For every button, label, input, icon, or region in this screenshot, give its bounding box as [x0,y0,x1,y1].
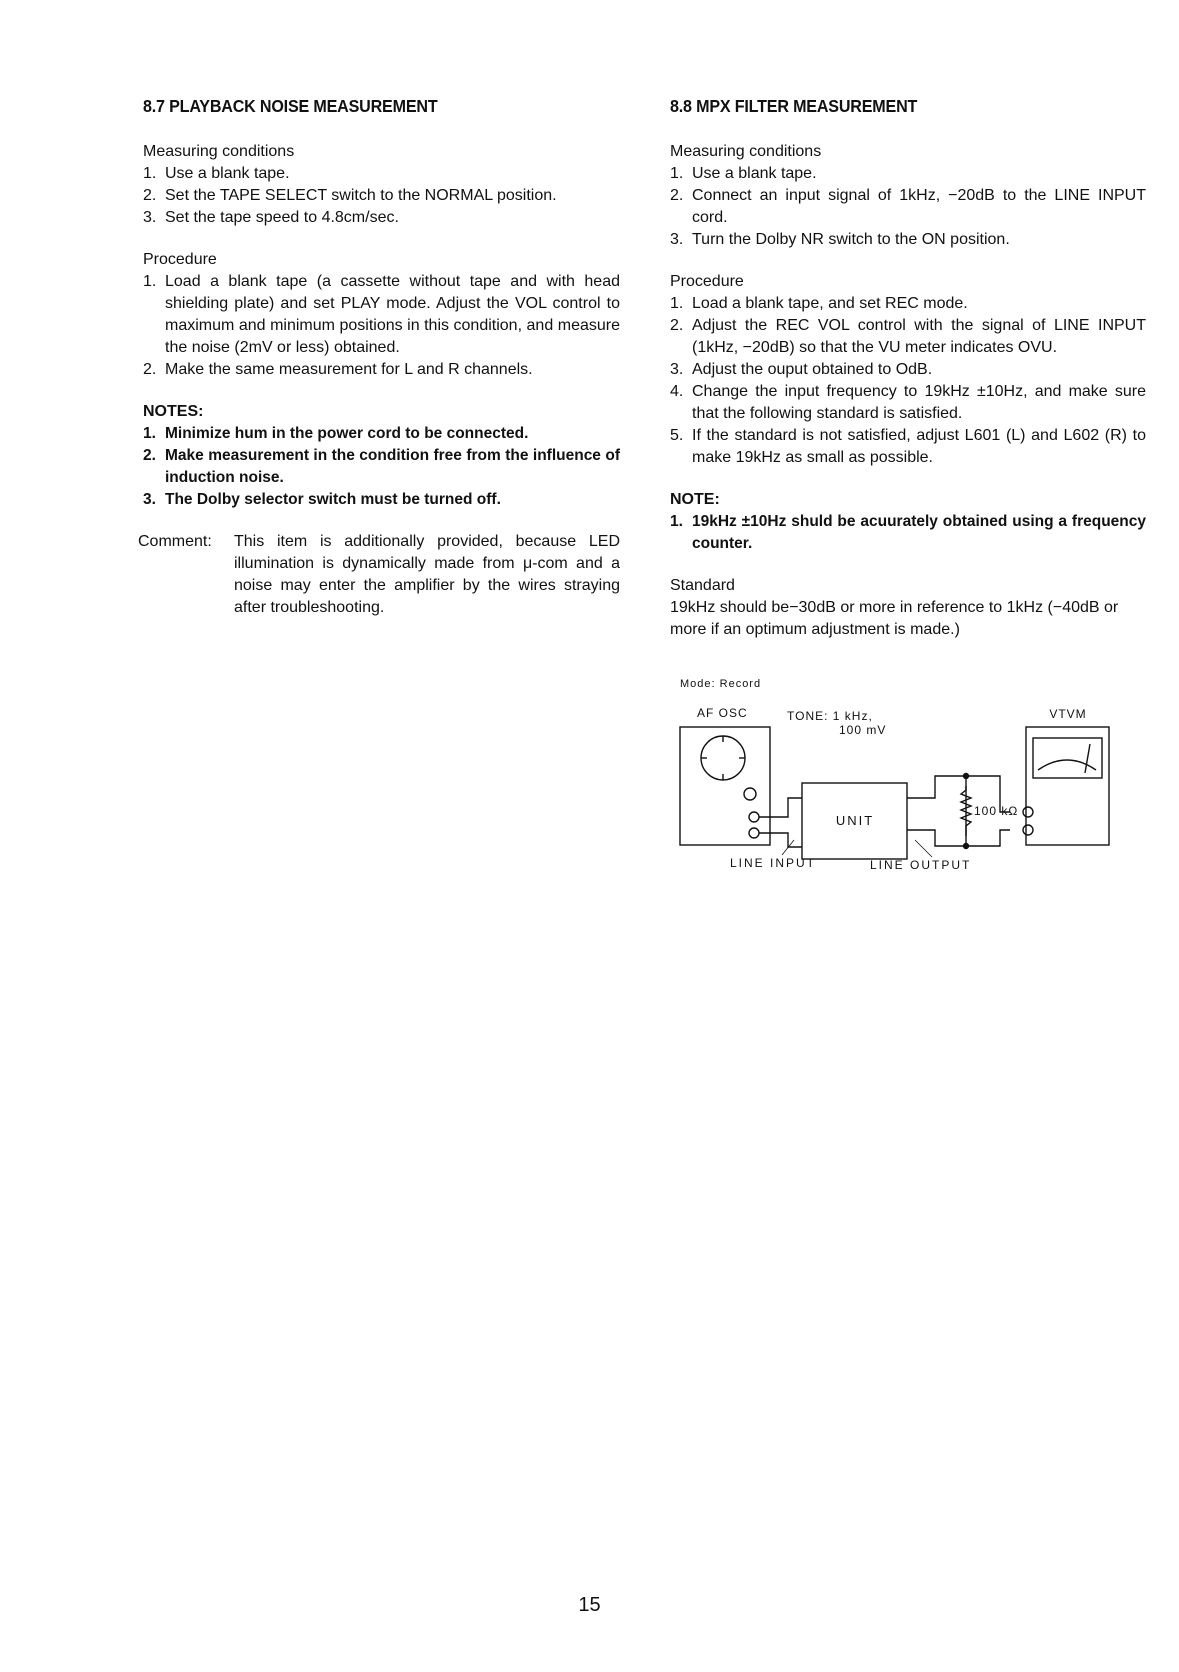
unit-label: UNIT [835,813,875,828]
section-title: 8.7 PLAYBACK NOISE MEASUREMENT [143,96,438,116]
standard-label: Standard [670,577,735,594]
vtvm-terminal [1023,825,1033,835]
section-8-8 [670,96,1146,641]
line-output-label: LINE OUTPUT [870,858,972,872]
af-osc-terminal [749,828,759,838]
meter-icon [1033,738,1102,778]
notes-list [143,423,620,511]
conditions-label: Measuring conditions [670,143,822,160]
notes-list [670,511,1146,555]
list-item: 2. Make the same measurement for L and R channels. [143,361,533,378]
list-item: 3. The Dolby selector switch must be turned off. [143,491,501,508]
conditions-list [670,163,1146,251]
resistor-label: 100 kΩ [974,804,1019,818]
list-item: 3. Adjust the ouput obtained to OdB. [670,361,933,378]
line-input-label: LINE INPUT [730,856,817,870]
list-item: 1. Use a blank tape. [670,165,817,182]
list-item: 1. Load a blank tape, and set REC mode. [670,295,968,312]
oscillator-dial-icon [701,736,745,780]
procedure-list [670,293,1146,469]
wire [966,830,1010,846]
list-item: 3. Turn the Dolby NR switch to the ON position. [670,231,1010,248]
comment-text: This item is additionally provided, because LED illumination is dynamically made from μ-com and a noise may enter the amplifier by the wires straying after troubleshooting. [234,533,620,616]
af-osc-terminal [749,812,759,822]
section-8-7 [138,96,620,619]
comment [138,531,620,619]
af-osc-knob [744,788,756,800]
note-label: NOTE: [670,491,720,508]
conditions-label: Measuring conditions [143,143,295,160]
list-item: 2. Adjust the REC VOL control with the signal of LINE INPUT (1kHz, −20dB) so that the VU meter indicates OVU. [670,317,1146,356]
list-item: 1. Use a blank tape. [143,165,290,182]
tone-label: TONE: 1 kHz, [787,709,873,723]
list-item: 4. Change the input frequency to 19kHz ±10Hz, and make sure that the following standard is satisfied. [670,383,1146,422]
standard-text: 19kHz should be−30dB or more in reference to 1kHz (−40dB or more if an optimum adjustment is made.) [670,599,1119,638]
list-item: 3. Set the tape speed to 4.8cm/sec. [143,209,399,226]
list-item: 5. If the standard is not satisfied, adjust L601 (L) and L602 (R) to make 19kHz as small as possible. [670,427,1146,466]
wire [907,776,966,846]
list-item: 1. 19kHz ±10Hz shuld be acuurately obtained using a frequency counter. [670,513,1146,552]
procedure-label: Procedure [670,273,744,290]
procedure-list [143,271,620,381]
list-item: 2. Connect an input signal of 1kHz, −20dB to the LINE INPUT cord. [670,187,1146,226]
list-item: 2. Make measurement in the condition free from the influence of induction noise. [143,447,620,486]
af-osc-box [680,727,770,845]
mode-label: Mode: Record [680,678,762,690]
wire [759,798,802,817]
vtvm-box [1026,727,1109,845]
tone-level: 100 mV [839,723,887,737]
notes-label: NOTES: [143,403,204,420]
section-title: 8.8 MPX FILTER MEASUREMENT [670,96,918,116]
connection-diagram [670,670,1130,875]
procedure-label: Procedure [143,251,217,268]
conditions-list [143,163,620,229]
junction [964,844,969,849]
leader-line [915,840,932,857]
list-item: 1. Load a blank tape (a cassette without tape and with head shielding plate) and set PLAY mode. Adjust the VOL control to maximum and minimum positions in this condition, and measure the noise (2mV or less) obtained. [143,273,620,356]
list-item: 1. Minimize hum in the power cord to be connected. [143,425,529,442]
list-item: 2. Set the TAPE SELECT switch to the NORMAL position. [143,187,557,204]
page-number: 15 [578,1594,601,1616]
vtvm-label: VTVM [1049,707,1087,721]
comment-label: Comment: [138,533,212,550]
vtvm-terminal [1023,807,1033,817]
junction [964,774,969,779]
af-osc-label: AF OSC [697,706,748,720]
